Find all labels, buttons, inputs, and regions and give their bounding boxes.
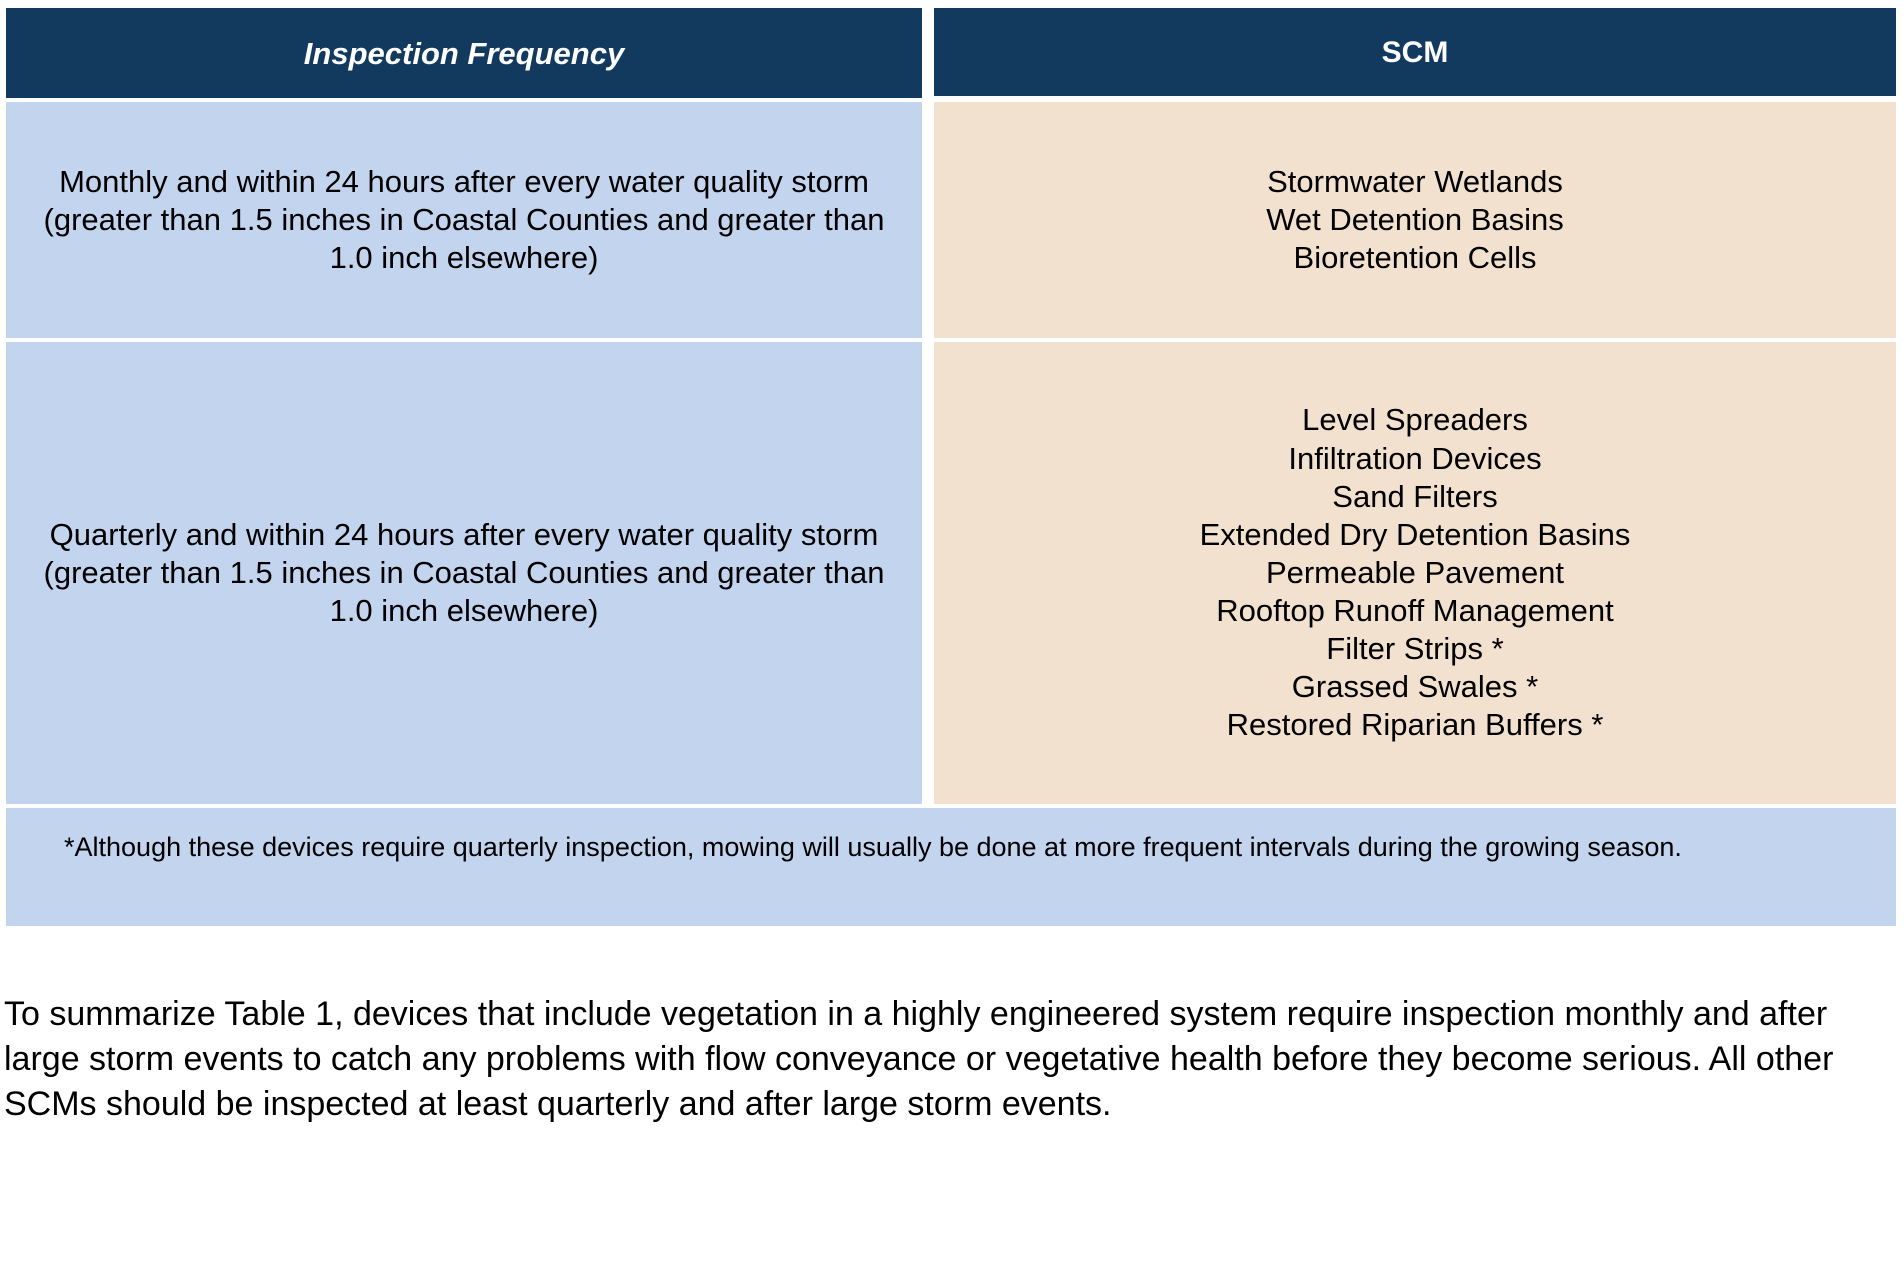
row-1-scm-wrap xyxy=(934,102,1896,338)
row-2-scm-cell xyxy=(934,342,1896,804)
table-row xyxy=(6,342,1896,804)
column-header-inspection-frequency: Inspection Frequency xyxy=(6,8,922,98)
list-item: Stormwater Wetlands xyxy=(1267,163,1563,199)
list-item: Extended Dry Detention Basins xyxy=(1199,516,1631,552)
row-1-frequency-text: Monthly and within 24 hours after every water quality storm (greater than 1.5 inches in Coastal Counties and greater than 1.0 inch elsewhere) xyxy=(6,102,922,338)
list-item: Rooftop Runoff Management xyxy=(1216,593,1614,629)
table-footnote: *Although these devices require quarterly inspection, mowing will usually be done at more frequent intervals during the growing season. xyxy=(6,808,1896,926)
table-footnote-row xyxy=(6,808,1896,926)
column-header-scm: SCM xyxy=(934,8,1896,96)
list-item: Filter Strips * xyxy=(1326,631,1504,667)
header-cell-scm-wrap xyxy=(934,8,1896,98)
column-gap xyxy=(922,8,934,98)
row-1-frequency-wrap xyxy=(6,102,922,338)
summary-paragraph: To summarize Table 1, devices that include vegetation in a highly engineered system require inspection monthly and after large storm events to catch any problems with flow conveyance or vegetative health before they become serious. All other SCMs should be inspected at least quarterly and after large storm events. xyxy=(4,995,1834,1123)
column-gap xyxy=(922,342,934,804)
row-2-scm-list xyxy=(954,401,1876,744)
row-1-scm-cell xyxy=(934,102,1896,338)
list-item: Wet Detention Basins xyxy=(1266,201,1564,237)
row-1-scm-list xyxy=(954,163,1876,277)
list-item: Permeable Pavement xyxy=(1265,554,1565,590)
row-2-frequency-text: Quarterly and within 24 hours after every water quality storm (greater than 1.5 inches in Coastal Counties and greater than 1.0 inch elsewhere) xyxy=(6,342,922,804)
list-item: Infiltration Devices xyxy=(1288,440,1542,476)
list-item: Bioretention Cells xyxy=(1293,240,1537,276)
inspection-frequency-table xyxy=(6,8,1896,804)
table-header-row xyxy=(6,8,1896,98)
list-item: Restored Riparian Buffers * xyxy=(1226,707,1604,743)
row-2-scm-wrap xyxy=(934,342,1896,804)
list-item: Level Spreaders xyxy=(1302,402,1528,438)
row-2-frequency-wrap xyxy=(6,342,922,804)
table-row xyxy=(6,102,1896,338)
list-item: Grassed Swales * xyxy=(1291,669,1539,705)
list-item: Sand Filters xyxy=(1332,478,1498,514)
header-cell-frequency-wrap xyxy=(6,8,922,98)
column-gap xyxy=(922,102,934,338)
